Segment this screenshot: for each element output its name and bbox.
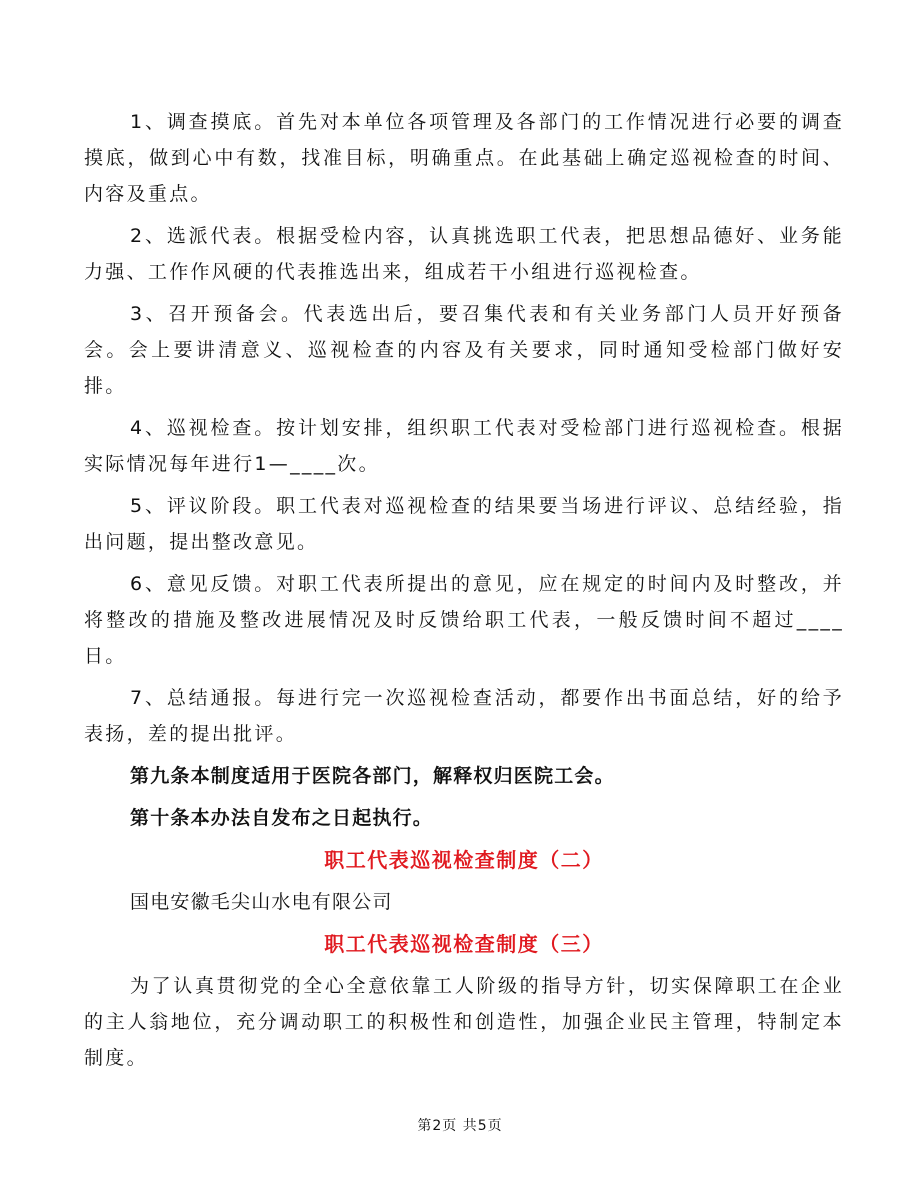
paragraph-step-1: 1、调查摸底。首先对本单位各项管理及各部门的工作情况进行必要的调查摸底，做到心中有数，找准目标，明确重点。在此基础上确定巡视检查的时间、内容及重点。	[84, 111, 844, 205]
intro-paragraph: 为了认真贯彻党的全心全意依靠工人阶级的指导方针，切实保障职工在企业的主人翁地位，充分调动职工的积极性和创造性，加强企业民主管理，特制定本制度。	[84, 975, 844, 1069]
company-name: 国电安徽毛尖山水电有限公司	[130, 891, 393, 913]
section-heading-3: 职工代表巡视检查制度（三）	[324, 932, 604, 956]
paragraph-step-3: 3、召开预备会。代表选出后，要召集代表和有关业务部门人员开好预备会。会上要讲清意义、巡视检查的内容及有关要求，同时通知受检部门做好安排。	[84, 303, 844, 397]
paragraph-step-5: 5、评议阶段。职工代表对巡视检查的结果要当场进行评议、总结经验，指出问题，提出整改意见。	[84, 495, 844, 553]
section-heading-2: 职工代表巡视检查制度（二）	[324, 848, 604, 872]
paragraph-step-7: 7、总结通报。每进行完一次巡视检查活动，都要作出书面总结，好的给予表扬，差的提出批评。	[84, 687, 844, 745]
page-number-footer: 第2页 共5页	[417, 1118, 503, 1134]
paragraph-step-4: 4、巡视检查。按计划安排，组织职工代表对受检部门进行巡视检查。根据实际情况每年进行1—____次。	[84, 417, 844, 475]
paragraph-step-2: 2、选派代表。根据受检内容，认真挑选职工代表，把思想品德好、业务能力强、工作作风硬的代表推选出来，组成若干小组进行巡视检查。	[84, 225, 844, 283]
article-9: 第九条本制度适用于医院各部门，解释权归医院工会。	[130, 765, 615, 787]
paragraph-step-6: 6、意见反馈。对职工代表所提出的意见，应在规定的时间内及时整改，并将整改的措施及整改进展情况及时反馈给职工代表，一般反馈时间不超过____日。	[84, 573, 844, 667]
article-10: 第十条本办法自发布之日起执行。	[130, 807, 434, 829]
document-body	[84, 104, 844, 1082]
